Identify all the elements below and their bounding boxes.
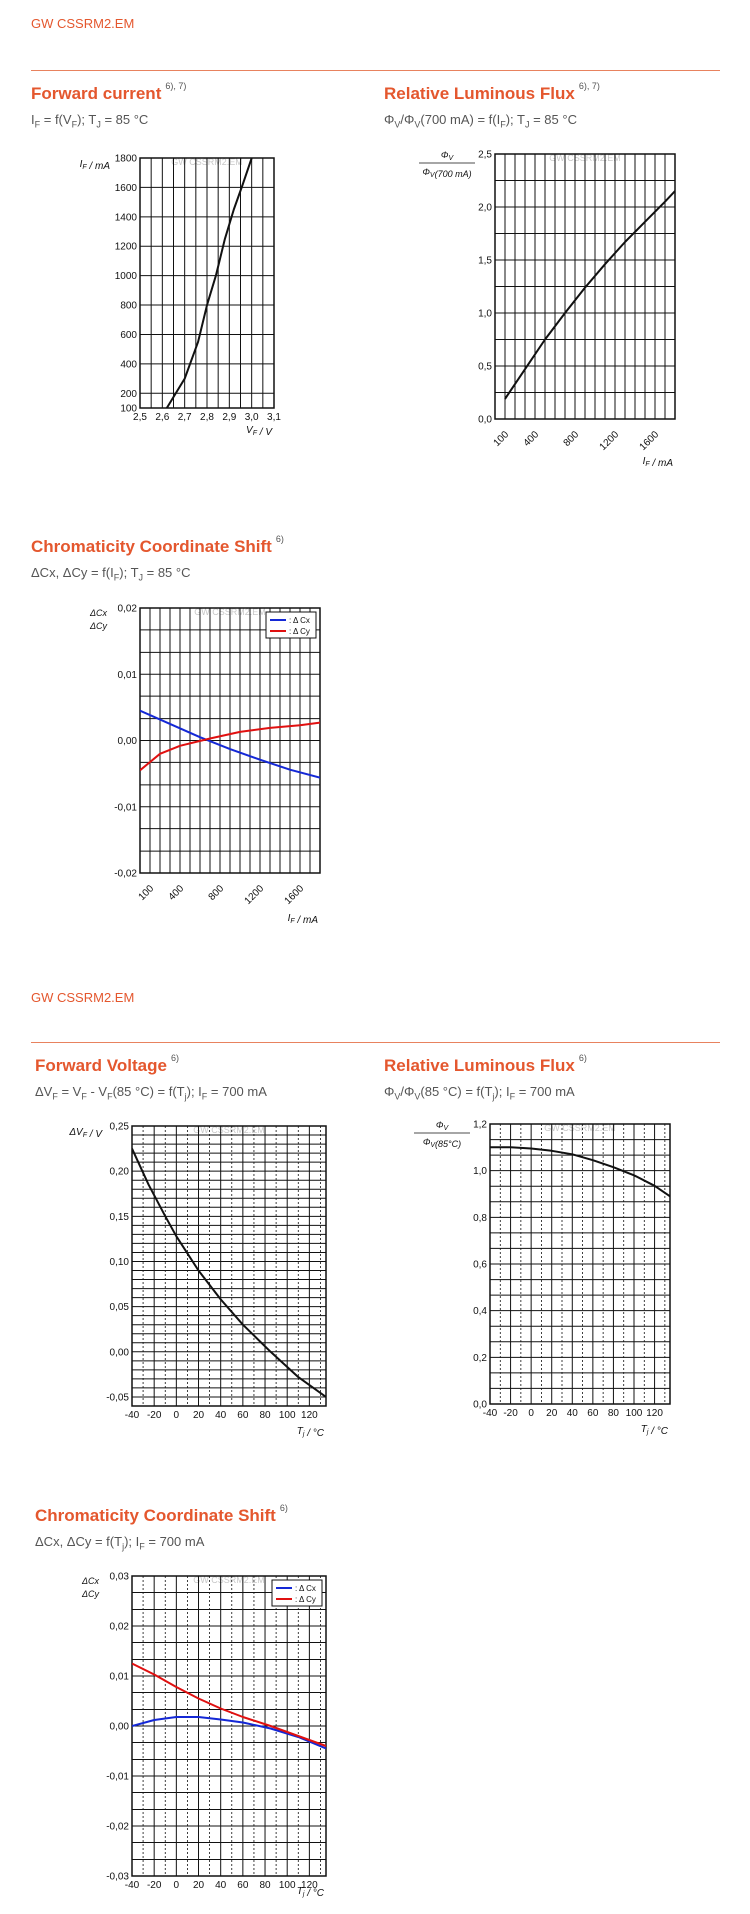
y-tick-label: 0,25	[109, 1121, 129, 1133]
block-subtitle: $\Phi_V/\Phi_V(700$ $mA) = f(I_F)$; $T_J = 85$ °C	[384, 112, 577, 130]
y-tick-label: 0,05	[109, 1302, 129, 1314]
x-tick-label: 20	[192, 1410, 205, 1421]
y-tick-label: 0,2	[473, 1352, 487, 1364]
x-tick-label: 3,0	[244, 412, 259, 423]
x-tick-label: 1600	[282, 883, 307, 907]
x-axis-label: $T_j / ^\circ C$	[296, 1886, 324, 1899]
x-tick-label: 60	[237, 1880, 249, 1891]
watermark: GW CSSRM2.EM	[549, 153, 621, 163]
series-line-main	[167, 136, 259, 408]
x-tick-label: -40	[482, 1408, 498, 1419]
block-title: Forward Voltage $^{6)}$	[35, 1053, 179, 1075]
x-tick-label: 40	[215, 1410, 227, 1421]
block-subtitle: $\Delta V_F = V_F - V_F(85$ $^\circ C) = f(T_j)$; $I_F = 700$ mA	[35, 1084, 267, 1102]
x-tick-label: 60	[237, 1410, 249, 1421]
x-tick-label: -40	[124, 1880, 140, 1891]
block-subtitle: ΔCx, $\Delta Cy = f(T_j)$; $I_F = 700$ mA	[35, 1534, 205, 1552]
x-tick-label: 1200	[597, 429, 622, 453]
y-tick-label: 1,0	[473, 1166, 487, 1178]
x-tick-label: 80	[259, 1880, 271, 1891]
watermark: GW CSSRM2.EM	[544, 1123, 616, 1133]
y-axis-label: ΔCy	[89, 621, 107, 631]
grid	[140, 608, 320, 873]
block-title: Relative Luminous Flux $^{6), 7)}$	[384, 81, 600, 103]
x-tick-label: 800	[561, 429, 582, 449]
series-line-cx	[132, 1717, 326, 1749]
series-line-main	[132, 1149, 326, 1397]
chart-chromaticity-shift-temperature	[60, 1566, 330, 1899]
block-subtitle: ΔCx, $\Delta Cy = f(I_F)$; $T_J = 85$ °C	[31, 565, 191, 583]
y-tick-label: 0,5	[478, 361, 492, 373]
x-tick-label: 120	[646, 1408, 663, 1419]
y-axis-label: $\Delta V_F$ / V	[69, 1127, 102, 1140]
y-axis-label-denominator: $\Phi_V(85^\circ C)$	[422, 1137, 462, 1149]
y-tick-label: -0,05	[106, 1392, 129, 1404]
grid	[132, 1126, 326, 1406]
x-tick-label: 2,5	[133, 412, 147, 423]
block-title: Forward current $^{6), 7)}$	[31, 81, 187, 103]
y-tick-label: 1,0	[478, 308, 492, 320]
x-tick-label: 60	[587, 1408, 599, 1419]
y-tick-label: 600	[120, 329, 137, 341]
x-tick-label: 2,6	[155, 412, 170, 423]
x-tick-label: -20	[146, 1410, 162, 1421]
plot-frame	[132, 1126, 326, 1406]
block-subtitle: $\Phi_V/\Phi_V(85$ $^\circ C) = f(T_j)$; $I_F = 700$ mA	[384, 1084, 575, 1102]
x-tick-label: 100	[625, 1408, 643, 1419]
x-tick-label: 0	[173, 1410, 180, 1421]
x-tick-label: 800	[206, 883, 227, 903]
x-tick-label: 100	[136, 883, 157, 903]
y-tick-label: -0,02	[114, 868, 137, 880]
x-tick-label: 400	[166, 883, 187, 903]
y-tick-label: 0,02	[117, 603, 137, 615]
x-tick-label: -20	[146, 1880, 162, 1891]
y-axis-label: ΔCx	[81, 1576, 99, 1586]
x-axis-label: $T_j / ^\circ C$	[640, 1424, 668, 1437]
x-tick-label: 400	[521, 429, 542, 449]
y-tick-label: 0,03	[109, 1571, 129, 1583]
x-tick-label: 20	[546, 1408, 558, 1419]
header-rule	[31, 70, 720, 71]
x-tick-label: 0	[173, 1880, 180, 1891]
y-tick-label: 0,8	[473, 1212, 487, 1224]
x-tick-label: 0	[528, 1408, 534, 1419]
y-tick-label: 0,0	[473, 1399, 487, 1411]
chart-forward-voltage	[60, 1116, 330, 1439]
x-tick-label: 120	[301, 1880, 318, 1891]
grid	[140, 158, 274, 408]
block-title: Chromaticity Coordinate Shift $^{6)}$	[35, 1503, 288, 1525]
y-tick-label: 0,00	[109, 1721, 129, 1733]
legend-label: : Δ Cy	[295, 1595, 316, 1604]
x-tick-label: 1600	[637, 429, 662, 453]
y-tick-label: 1400	[114, 212, 137, 224]
legend-label: : Δ Cx	[295, 1584, 316, 1593]
x-tick-label: 2,8	[200, 412, 214, 423]
y-tick-label: 0,6	[473, 1259, 487, 1271]
y-tick-label: 1,2	[473, 1119, 487, 1131]
series-line-main	[505, 191, 675, 399]
x-axis-label: $V_F$ / V	[246, 425, 272, 438]
product-id: GW CSSRM2.EM	[31, 990, 135, 1005]
x-tick-label: 2,7	[177, 412, 192, 423]
grid	[490, 1124, 670, 1404]
header-rule	[31, 1042, 720, 1043]
chart-forward-current	[60, 148, 304, 438]
y-tick-label: 2,0	[478, 202, 492, 214]
chart-relative-luminous-flux-temperature	[404, 1114, 704, 1437]
x-tick-label: 2,9	[222, 412, 237, 423]
y-tick-label: 0,0	[478, 414, 492, 426]
y-axis-label: ΔCx	[89, 608, 107, 618]
x-tick-label: 80	[259, 1410, 271, 1421]
watermark: GW CSSRM2.EM	[193, 1125, 265, 1135]
watermark: GW CSSRM2.EM	[171, 157, 243, 167]
y-tick-label: 0,4	[473, 1306, 487, 1318]
y-axis-label-numerator: $\Phi_V$	[435, 1120, 449, 1132]
y-tick-label: 1600	[114, 182, 137, 194]
block-subtitle: $I_F = f(V_F)$; $T_J = 85$ °C	[31, 112, 149, 130]
chart-relative-luminous-flux-current	[400, 144, 706, 469]
x-tick-label: 20	[192, 1880, 205, 1891]
y-tick-label: -0,03	[106, 1871, 129, 1883]
y-tick-label: 0,20	[109, 1166, 129, 1178]
x-axis-label: $T_j / ^\circ C$	[296, 1426, 324, 1439]
y-tick-label: 200	[120, 388, 137, 400]
watermark: GW CSSRM2.EM	[193, 1575, 265, 1585]
x-tick-label: -40	[124, 1410, 140, 1421]
y-tick-label: 0,01	[117, 669, 137, 681]
y-tick-label: 0,00	[117, 736, 137, 747]
chart-chromaticity-shift-current	[70, 596, 320, 926]
x-axis-label: $I_F$ / mA	[642, 456, 673, 469]
y-tick-label: -0,01	[114, 802, 137, 814]
y-axis-label: $I_F$ / mA	[79, 159, 110, 172]
legend-label: : Δ Cy	[289, 627, 310, 636]
y-tick-label: 100	[120, 403, 137, 415]
x-tick-label: 100	[278, 1880, 296, 1891]
y-tick-label: 0,10	[109, 1256, 129, 1268]
watermark: GW CSSRM2.EM	[194, 607, 266, 617]
y-axis-label-denominator: $\Phi_V(700$ mA)	[422, 167, 472, 179]
y-tick-label: -0,01	[106, 1771, 129, 1783]
grid	[132, 1576, 326, 1876]
y-tick-label: 1200	[114, 241, 137, 253]
y-tick-label: 2,5	[478, 149, 492, 161]
x-tick-label: 80	[607, 1408, 619, 1419]
y-tick-label: 800	[120, 300, 137, 312]
y-axis-label: ΔCy	[81, 1589, 99, 1599]
x-tick-label: -20	[503, 1408, 518, 1419]
y-tick-label: -0,02	[106, 1821, 129, 1833]
y-tick-label: 0,15	[109, 1211, 129, 1223]
x-tick-label: 40	[215, 1880, 227, 1891]
x-axis-label: $I_F$ / mA	[287, 913, 318, 926]
x-tick-label: 120	[301, 1410, 318, 1421]
x-tick-label: 40	[566, 1408, 578, 1419]
x-tick-label: 100	[278, 1410, 296, 1421]
y-tick-label: 1000	[114, 271, 137, 283]
y-tick-label: 400	[120, 359, 137, 371]
y-tick-label: 0,02	[109, 1621, 129, 1633]
y-tick-label: 1800	[114, 153, 137, 165]
product-id: GW CSSRM2.EM	[31, 16, 135, 31]
x-tick-label: 100	[491, 429, 512, 449]
y-tick-label: 1,5	[478, 255, 492, 267]
x-tick-label: 3,1	[267, 412, 281, 423]
y-tick-label: 0,01	[109, 1671, 129, 1683]
y-tick-label: 0,00	[109, 1347, 129, 1359]
legend-label: : Δ Cx	[289, 616, 310, 625]
y-axis-label-numerator: $\Phi_V$	[440, 150, 454, 162]
x-tick-label: 1200	[242, 883, 267, 907]
block-title: Chromaticity Coordinate Shift $^{6)}$	[31, 534, 284, 556]
block-title: Relative Luminous Flux $^{6)}$	[384, 1053, 587, 1075]
